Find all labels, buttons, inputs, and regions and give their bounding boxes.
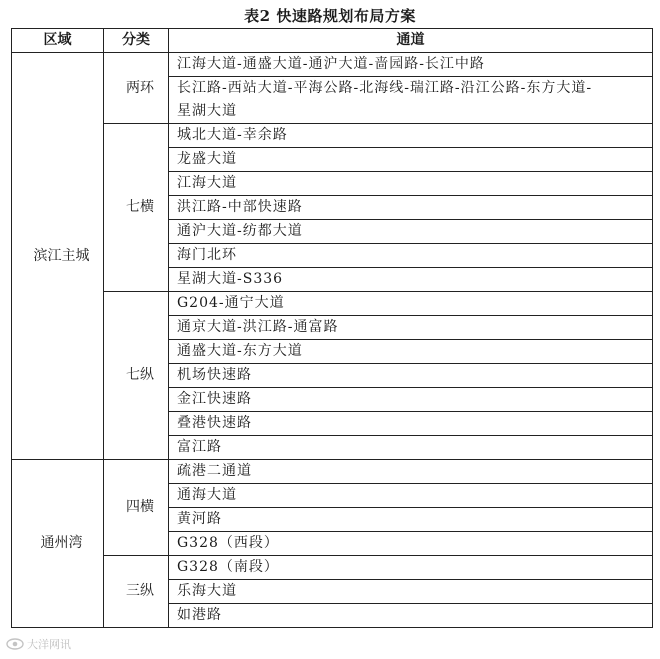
- route-cell: 城北大道-幸余路: [169, 124, 653, 148]
- watermark-text: 大洋网讯: [27, 638, 71, 651]
- region-cell: 滨江主城: [12, 53, 104, 460]
- category-cell: 四横: [104, 460, 169, 556]
- route-cell: 江海大道-通盛大道-通沪大道-啬园路-长江中路: [169, 53, 653, 77]
- route-cell: 金江快速路: [169, 388, 653, 412]
- route-cell: 星湖大道: [169, 100, 653, 124]
- category-cell: 两环: [104, 53, 169, 124]
- table-row: [12, 53, 653, 77]
- route-cell: 机场快速路: [169, 364, 653, 388]
- route-cell: G204-通宁大道: [169, 292, 653, 316]
- watermark: [6, 636, 71, 652]
- route-cell: 星湖大道-S336: [169, 268, 653, 292]
- route-cell: 疏港二通道: [169, 460, 653, 484]
- header-category: 分类: [104, 29, 169, 53]
- route-cell: 洪江路-中部快速路: [169, 196, 653, 220]
- table-title: 表2 快速路规划布局方案: [244, 7, 416, 25]
- route-cell: 黄河路: [169, 508, 653, 532]
- eye-logo-icon: [6, 638, 24, 650]
- route-cell: 叠港快速路: [169, 412, 653, 436]
- route-cell: 如港路: [169, 604, 653, 628]
- category-cell: 三纵: [104, 556, 169, 628]
- route-cell: 江海大道: [169, 172, 653, 196]
- header-region: 区域: [12, 29, 104, 53]
- route-cell: 通沪大道-纺都大道: [169, 220, 653, 244]
- plan-table: [11, 28, 653, 628]
- route-cell: 海门北环: [169, 244, 653, 268]
- category-cell: 七纵: [104, 292, 169, 460]
- table-row: [12, 124, 653, 148]
- route-cell: G328（西段）: [169, 532, 653, 556]
- route-cell: 龙盛大道: [169, 148, 653, 172]
- category-cell: 七横: [104, 124, 169, 292]
- header-row: [12, 29, 653, 53]
- table-row: [12, 292, 653, 316]
- header-channel: 通道: [169, 29, 653, 53]
- route-cell: G328（南段）: [169, 556, 653, 580]
- route-cell: 通盛大道-东方大道: [169, 340, 653, 364]
- route-cell: 通海大道: [169, 484, 653, 508]
- region-cell: 通州湾: [12, 460, 104, 628]
- route-cell: 通京大道-洪江路-通富路: [169, 316, 653, 340]
- route-cell: 长江路-西站大道-平海公路-北海线-瑞江路-沿江公路-东方大道-: [169, 77, 653, 101]
- table-row: [12, 556, 653, 580]
- route-cell: 富江路: [169, 436, 653, 460]
- table-row: [12, 460, 653, 484]
- route-cell: 乐海大道: [169, 580, 653, 604]
